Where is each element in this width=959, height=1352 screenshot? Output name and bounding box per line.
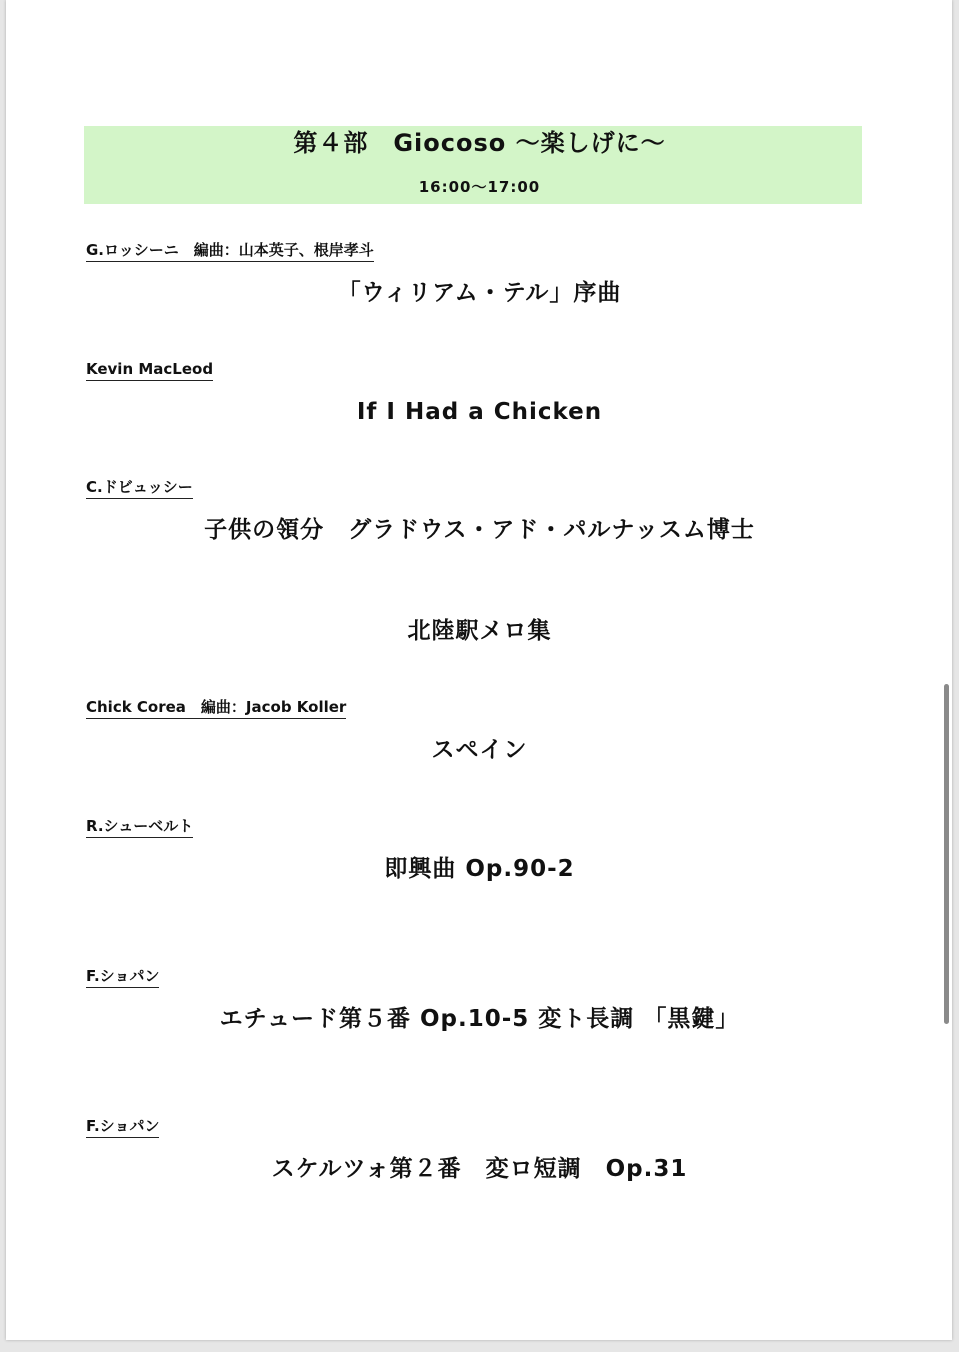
composer-label: R.シューベルト [86,816,193,838]
piece-title: 即興曲 Op.90-2 [384,856,575,882]
piece-title: 北陸駅メロ集 [407,618,552,644]
composer-label: G.ロッシーニ 編曲：山本英子、根岸孝斗 [86,240,374,262]
composer-label: Kevin MacLeod [86,359,213,381]
piece-title: 「ウィリアム・テル」序曲 [337,280,622,306]
piece-title: If I Had a Chicken [356,399,603,425]
piece-title: スペイン [431,737,528,763]
composer-label: F.ショパン [86,1116,159,1138]
piece-title: エチュード第５番 Op.10-5 変ト長調 「黒鍵」 [219,1006,740,1032]
composer-label: Chick Corea 編曲：Jacob Koller [86,697,346,719]
piece-title: スケルツォ第２番 変ロ短調 Op.31 [271,1156,688,1182]
piece-title: 子供の領分 グラドウス・アド・パルナッスム博士 [204,517,755,543]
section-title: 第４部 Giocoso ～楽しげに～ [293,129,666,157]
composer-label: C.ドビュッシー [86,477,193,499]
composer-label: F.ショパン [86,966,159,988]
section-time: 16:00～17:00 [418,178,541,196]
vertical-scrollbar[interactable] [944,684,949,1024]
